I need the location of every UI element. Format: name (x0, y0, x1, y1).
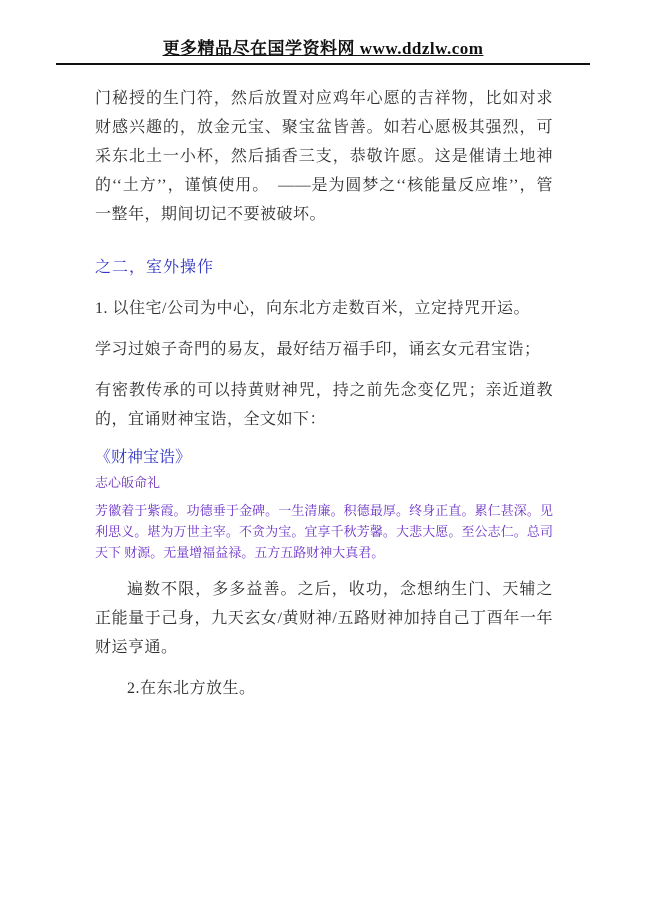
scripture-title: 《财神宝诰》 (95, 449, 192, 466)
page-header (56, 34, 590, 65)
document-body (95, 84, 553, 715)
paragraph-learn: 学习过娘子奇門的易友，最好结万福手印，诵玄女元君宝诰； (95, 341, 541, 358)
paragraph-intro: 门秘授的生门符，然后放置对应鸡年心愿的吉祥物，比如对求财感兴趣的，放金元宝、聚宝盆皆善。如若心愿极其强烈，可采东北土一小杯，然后插香三支，恭敬许愿。这是催请土地神的‘‘土方’’，谨慎使用。 ——是为圆梦之‘‘核能量反应堆’’，管一整年，期间切记不要被破坏。 (95, 90, 553, 223)
header-site-text: 更多精品尽在国学资料网 www.ddzlw.com (162, 39, 484, 58)
scripture-body-text: 芳徽着于紫霞。功德垂于金碑。一生清廉。积德最厚。终身正直。累仁甚深。见利思义。堪为万世主宰。不贪为宝。宜享千秋芳馨。大悲大愿。至公志仁。总司天下 财源。无量增福益禄。五方五路财神大真君。 (95, 503, 553, 560)
paragraph-closing: 遍数不限，多多益善。之后，收功，念想纳生门、天辅之正能量于己身，九天玄女/黄财神/五路财神加持自己丁酉年一年财运亨通。 (95, 581, 553, 656)
scripture-subtitle: 志心皈命礼 (95, 475, 161, 490)
paragraph-step1: 1. 以住宅/公司为中心，向东北方走数百米，立定持咒开运。 (95, 300, 530, 317)
paragraph-esoteric: 有密教传承的可以持黄财神咒，持之前先念变亿咒；亲近道教的，宜诵财神宝诰，全文如下： (95, 382, 553, 428)
section-heading-outdoor: 之二，室外操作 (95, 259, 215, 276)
paragraph-step2: 2.在东北方放生。 (127, 680, 256, 697)
